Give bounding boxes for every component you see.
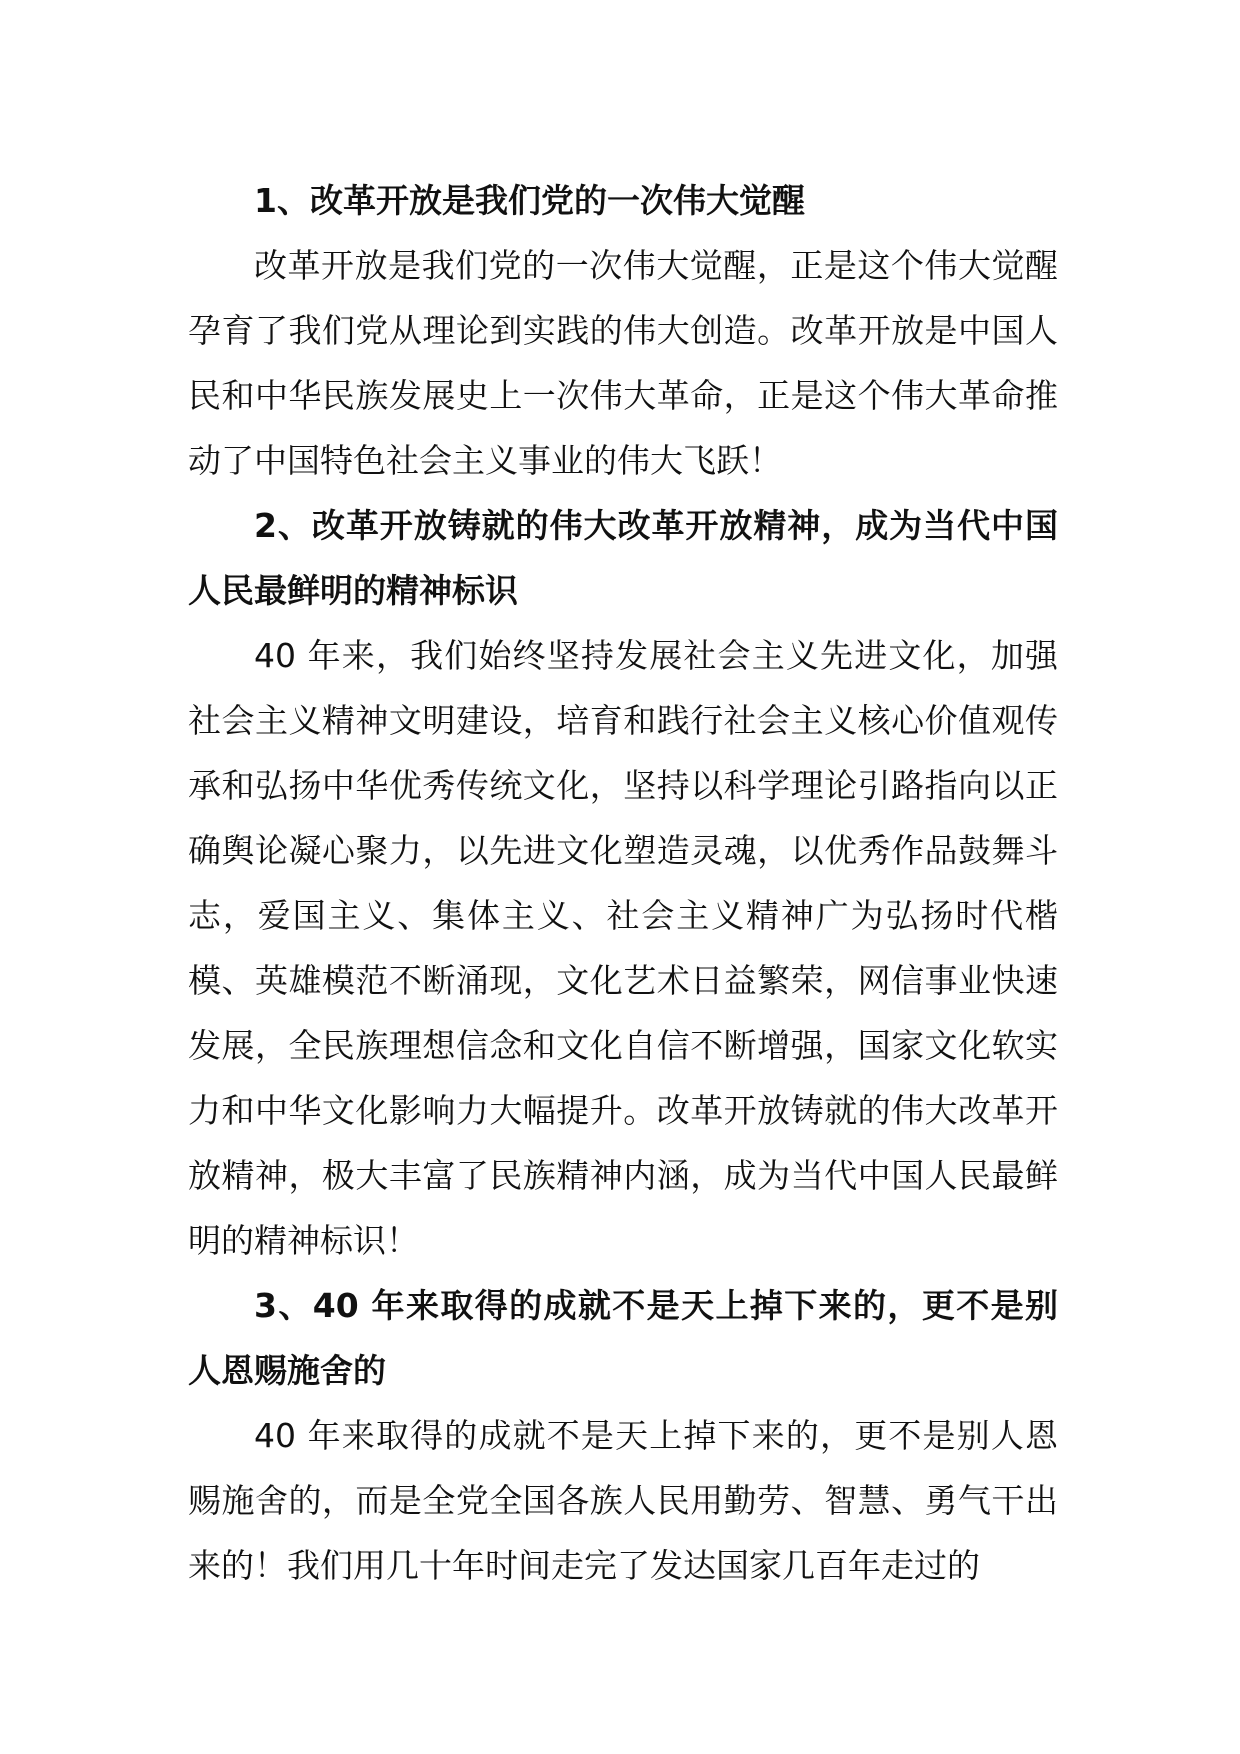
section-heading-2: 2、改革开放铸就的伟大改革开放精神，成为当代中国人民最鲜明的精神标识 [188,506,1058,610]
section-heading-3: 3、40 年来取得的成就不是天上掉下来的，更不是别人恩赐施舍的 [188,1286,1058,1390]
document-body [188,168,1058,1598]
section-paragraph-2: 40 年来，我们始终坚持发展社会主义先进文化，加强社会主义精神文明建设，培育和践行社会主义核心价值观传承和弘扬中华优秀传统文化，坚持以科学理论引路指向以正确舆论凝心聚力，以先进文化塑造灵魂，以优秀作品鼓舞斗志，爱国主义、集体主义、社会主义精神广为弘扬时代楷模、英雄模范不断涌现，文化艺术日益繁荣，网信事业快速发展，全民族理想信念和文化自信不断增强，国家文化软实力和中华文化影响力大幅提升。改革开放铸就的伟大改革开放精神，极大丰富了民族精神内涵，成为当代中国人民最鲜明的精神标识！ [188,636,1058,1260]
section-paragraph-1: 改革开放是我们党的一次伟大觉醒，正是这个伟大觉醒孕育了我们党从理论到实践的伟大创造。改革开放是中国人民和中华民族发展史上一次伟大革命，正是这个伟大革命推动了中国特色社会主义事业的伟大飞跃！ [188,246,1058,480]
section-heading-1: 1、改革开放是我们党的一次伟大觉醒 [254,181,805,220]
section-paragraph-3: 40 年来取得的成就不是天上掉下来的，更不是别人恩赐施舍的，而是全党全国各族人民用勤劳、智慧、勇气干出来的！我们用几十年时间走完了发达国家几百年走过的 [188,1416,1058,1585]
